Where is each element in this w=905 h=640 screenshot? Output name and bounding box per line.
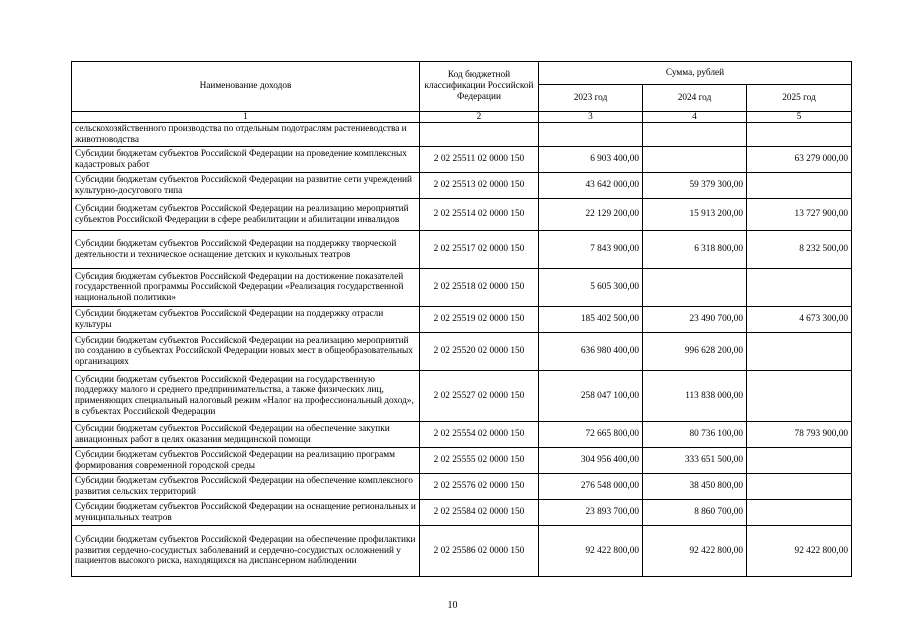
- amount-2023-cell: 6 903 400,00: [539, 147, 643, 173]
- amount-2025-cell: 13 727 900,00: [747, 199, 852, 231]
- table-body: [72, 123, 852, 577]
- amount-2024-cell: 80 736 100,00: [643, 422, 747, 448]
- budget-code-cell: 2 02 25511 02 0000 150: [420, 147, 539, 173]
- amount-2024-cell: 6 318 800,00: [643, 231, 747, 269]
- revenue-name-cell: Субсидии бюджетам субъектов Российской Федерации на реализацию программ формирования современной городской среды: [72, 448, 420, 474]
- amount-2025-cell: 63 279 000,00: [747, 147, 852, 173]
- budget-code-cell: 2 02 25576 02 0000 150: [420, 474, 539, 500]
- budget-code-cell: 2 02 25514 02 0000 150: [420, 199, 539, 231]
- amount-2023-cell: 276 548 000,00: [539, 474, 643, 500]
- budget-code-cell: 2 02 25584 02 0000 150: [420, 500, 539, 526]
- budget-code-cell: 2 02 25513 02 0000 150: [420, 173, 539, 199]
- amount-2025-cell: 78 793 900,00: [747, 422, 852, 448]
- revenue-name-cell: Субсидии бюджетам субъектов Российской Федерации на развитие сети учреждений культурно-досугового типа: [72, 173, 420, 199]
- column-number: 5: [747, 112, 852, 123]
- amount-2025-cell: [747, 448, 852, 474]
- budget-code-cell: 2 02 25520 02 0000 150: [420, 333, 539, 371]
- amount-2025-cell: [747, 269, 852, 307]
- header-sum: Сумма, рублей: [539, 62, 852, 85]
- table-row: [72, 422, 852, 448]
- amount-2024-cell: 15 913 200,00: [643, 199, 747, 231]
- budget-code-cell: 2 02 25554 02 0000 150: [420, 422, 539, 448]
- amount-2023-cell: 22 129 200,00: [539, 199, 643, 231]
- budget-code-cell: 2 02 25518 02 0000 150: [420, 269, 539, 307]
- amount-2023-cell: 304 956 400,00: [539, 448, 643, 474]
- amount-2025-cell: 4 673 300,00: [747, 307, 852, 333]
- revenue-name-cell: Субсидия бюджетам субъектов Российской Федерации на достижение показателей государственной программы Российской Федерации «Реализация государственной национальной политики»: [72, 269, 420, 307]
- amount-2024-cell: 59 379 300,00: [643, 173, 747, 199]
- table-row: [72, 371, 852, 422]
- amount-2023-cell: 92 422 800,00: [539, 526, 643, 577]
- budget-code-cell: 2 02 25517 02 0000 150: [420, 231, 539, 269]
- budget-code-cell: 2 02 25586 02 0000 150: [420, 526, 539, 577]
- amount-2025-cell: [747, 500, 852, 526]
- amount-2025-cell: [747, 474, 852, 500]
- budget-code-cell: 2 02 25527 02 0000 150: [420, 371, 539, 422]
- revenue-name-cell: Субсидии бюджетам субъектов Российской Федерации на поддержку отрасли культуры: [72, 307, 420, 333]
- amount-2025-cell: 8 232 500,00: [747, 231, 852, 269]
- amount-2025-cell: [747, 123, 852, 147]
- revenue-name-cell: Субсидии бюджетам субъектов Российской Федерации на проведение комплексных кадастровых работ: [72, 147, 420, 173]
- amount-2024-cell: 996 628 200,00: [643, 333, 747, 371]
- budget-code-cell: 2 02 25555 02 0000 150: [420, 448, 539, 474]
- revenue-name-cell: Субсидии бюджетам субъектов Российской Федерации на обеспечение профилактики развития сердечно-сосудистых заболеваний и сердечно-сосудистых осложнений у пациентов высокого риска, находящихся на диспансерном наблюдении: [72, 526, 420, 577]
- table-row: [72, 123, 852, 147]
- amount-2024-cell: 333 651 500,00: [643, 448, 747, 474]
- amount-2023-cell: 23 893 700,00: [539, 500, 643, 526]
- table-row: [72, 307, 852, 333]
- revenue-name-cell: сельскохозяйственного производства по отдельным подотраслям растениеводства и животноводства: [72, 123, 420, 147]
- amount-2023-cell: 5 605 300,00: [539, 269, 643, 307]
- table-row: [72, 474, 852, 500]
- revenue-name-cell: Субсидии бюджетам субъектов Российской Федерации на обеспечение закупки авиационных работ в целях оказания медицинской помощи: [72, 422, 420, 448]
- amount-2024-cell: 8 860 700,00: [643, 500, 747, 526]
- header-year-2024: 2024 год: [643, 85, 747, 112]
- budget-code-cell: [420, 123, 539, 147]
- amount-2023-cell: 258 047 100,00: [539, 371, 643, 422]
- budget-code-cell: 2 02 25519 02 0000 150: [420, 307, 539, 333]
- revenue-table: [71, 61, 852, 577]
- amount-2025-cell: [747, 371, 852, 422]
- header-budget-code: Код бюджетной классификации Российской Федерации: [420, 62, 539, 112]
- amount-2023-cell: 636 980 400,00: [539, 333, 643, 371]
- amount-2024-cell: 92 422 800,00: [643, 526, 747, 577]
- table-row: [72, 333, 852, 371]
- amount-2024-cell: [643, 269, 747, 307]
- amount-2024-cell: [643, 123, 747, 147]
- column-number: 4: [643, 112, 747, 123]
- amount-2025-cell: [747, 173, 852, 199]
- amount-2024-cell: 38 450 800,00: [643, 474, 747, 500]
- table-row: [72, 231, 852, 269]
- revenue-name-cell: Субсидии бюджетам субъектов Российской Федерации на государственную поддержку малого и среднего предпринимательства, а также физических лиц, применяющих специальный налоговый режим «Налог на профессиональный доход», в субъектах Российской Федерации: [72, 371, 420, 422]
- revenue-name-cell: Субсидии бюджетам субъектов Российской Федерации на обеспечение комплексного развития сельских территорий: [72, 474, 420, 500]
- amount-2025-cell: [747, 333, 852, 371]
- table-row: [72, 269, 852, 307]
- column-number: 1: [72, 112, 420, 123]
- amount-2023-cell: 185 402 500,00: [539, 307, 643, 333]
- revenue-name-cell: Субсидии бюджетам субъектов Российской Федерации на реализацию мероприятий субъектов Российской Федерации в сфере реабилитации и абилитации инвалидов: [72, 199, 420, 231]
- table-row: [72, 448, 852, 474]
- table-row: [72, 500, 852, 526]
- amount-2024-cell: [643, 147, 747, 173]
- table-row: [72, 147, 852, 173]
- amount-2024-cell: 113 838 000,00: [643, 371, 747, 422]
- amount-2023-cell: [539, 123, 643, 147]
- table-row: [72, 199, 852, 231]
- column-number: 2: [420, 112, 539, 123]
- revenue-name-cell: Субсидии бюджетам субъектов Российской Федерации на оснащение региональных и муниципальных театров: [72, 500, 420, 526]
- amount-2023-cell: 72 665 800,00: [539, 422, 643, 448]
- page-number: 10: [447, 600, 458, 611]
- amount-2023-cell: 43 642 000,00: [539, 173, 643, 199]
- table-row: [72, 526, 852, 577]
- column-numbers-row: [72, 112, 852, 123]
- header-year-2025: 2025 год: [747, 85, 852, 112]
- table-row: [72, 173, 852, 199]
- amount-2023-cell: 7 843 900,00: [539, 231, 643, 269]
- column-number: 3: [539, 112, 643, 123]
- header-revenue-name: Наименование доходов: [72, 62, 420, 112]
- amount-2025-cell: 92 422 800,00: [747, 526, 852, 577]
- amount-2024-cell: 23 490 700,00: [643, 307, 747, 333]
- revenue-name-cell: Субсидии бюджетам субъектов Российской Федерации на реализацию мероприятий по созданию в субъектах Российской Федерации новых мест в общеобразовательных организациях: [72, 333, 420, 371]
- revenue-name-cell: Субсидии бюджетам субъектов Российской Федерации на поддержку творческой деятельности и техническое оснащение детских и кукольных театров: [72, 231, 420, 269]
- header-year-2023: 2023 год: [539, 85, 643, 112]
